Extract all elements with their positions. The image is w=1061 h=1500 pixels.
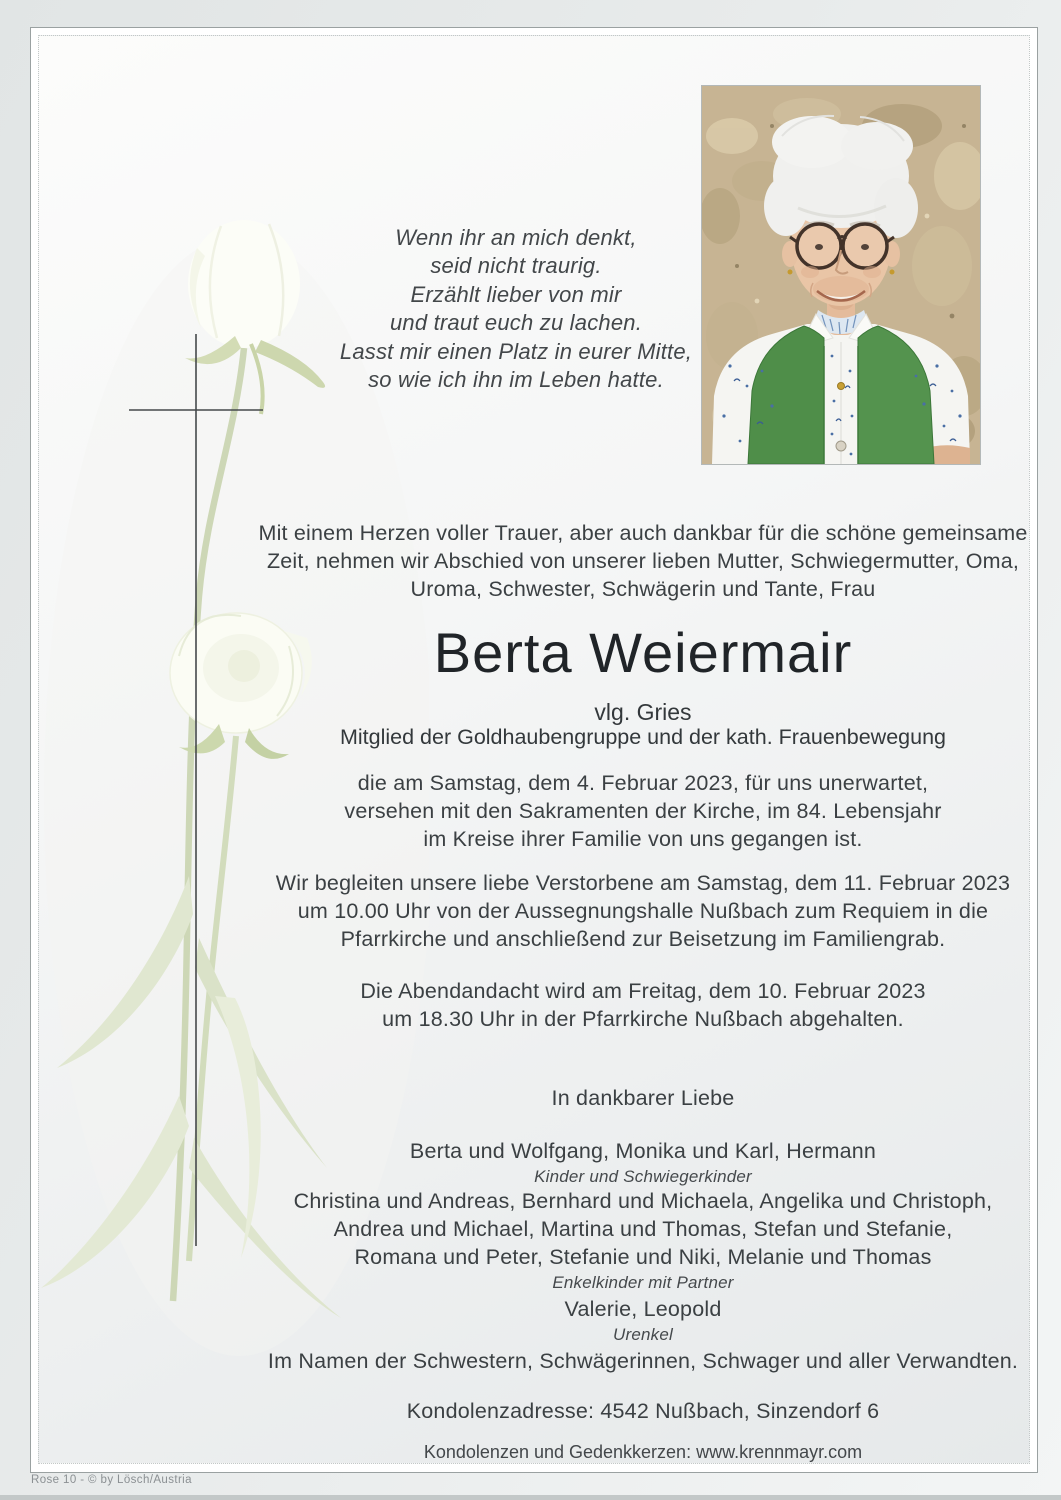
mourner-names: Romana und Peter, Stefanie und Niki, Melanie und Thomas [354,1245,932,1269]
vigil-notice [251,977,1035,1033]
intro-line: Mit einem Herzen voller Trauer, aber auch dankbar für die schöne gemeinsame [258,521,1028,545]
print-credit: Rose 10 - © by Lösch/Austria [31,1474,192,1486]
memorial-card [30,27,1038,1473]
poem-line: seid nicht traurig. [430,253,602,279]
closing-line: In dankbarer Liebe [551,1086,735,1110]
mourner-relation: Enkelkinder mit Partner [552,1273,734,1292]
intro-line: Zeit, nehmen wir Abschied von unserer lieben Mutter, Schwiegermutter, Oma, [266,549,1020,573]
death-notice [251,769,1035,853]
mourner-names: Christina und Andreas, Bernhard und Michaela, Angelika und Christoph, [293,1189,993,1213]
mourner-group [251,1187,1035,1293]
mourner-names: Andrea und Michael, Martina und Thomas, Stefan und Stefanie, [333,1217,953,1241]
vigil-notice-line: Die Abendandacht wird am Freitag, dem 10. Februar 2023 [360,979,926,1003]
vigil-notice-line: um 18.30 Uhr in der Pfarrkirche Nußbach abgehalten. [382,1007,904,1031]
funeral-notice-line: Pfarrkirche und anschließend zur Beisetzung im Familiengrab. [340,927,946,951]
mourner-group [251,1295,1035,1345]
text-layer [39,36,1029,1463]
intro-text [251,519,1035,603]
deceased-name: Berta Weiermair [433,621,853,684]
mourner-names: Berta und Wolfgang, Monika und Karl, Hermann [409,1139,877,1163]
vulgo-name: vlg. Gries [594,699,692,725]
memorial-card-inner-frame [38,35,1030,1464]
death-notice-line: versehen mit den Sakramenten der Kirche, im 84. Lebensjahr [344,799,942,823]
funeral-notice-line: um 10.00 Uhr von der Aussegnungshalle Nußbach zum Requiem in die [297,899,989,923]
intro-line: Uroma, Schwester, Schwägerin und Tante, Frau [410,577,876,601]
poem-line: Wenn ihr an mich denkt, [395,225,637,250]
funeral-notice-line: Wir begleiten unsere liebe Verstorbene am Samstag, dem 11. Februar 2023 [275,871,1011,895]
mourner-group [251,1137,1035,1187]
scan-edge [0,1495,1061,1500]
in-name-of: Im Namen der Schwestern, Schwägerinnen, Schwager und aller Verwandten. [267,1349,1019,1373]
poem [306,224,726,394]
death-notice-line: im Kreise ihrer Familie von uns gegangen ist. [423,827,863,851]
mourner-relation: Kinder und Schwiegerkinder [534,1167,752,1186]
poem-line: und traut euch zu lachen. [389,310,643,336]
death-notice-line: die am Samstag, dem 4. Februar 2023, für uns unerwartet, [357,771,929,795]
poem-line: Lasst mir einen Platz in eurer Mitte, [339,338,693,364]
memorial-website-line: Kondolenzen und Gedenkkerzen: www.krennmayr.com [423,1442,863,1462]
mourner-names: Valerie, Leopold [564,1297,722,1321]
poem-line: Erzählt lieber von mir [410,281,622,307]
membership-line: Mitglied der Goldhaubengruppe und der kath. Frauenbewegung [339,725,946,749]
condolence-address: Kondolenzadresse: 4542 Nußbach, Sinzendorf 6 [406,1399,880,1423]
funeral-notice [251,869,1035,953]
mourner-relation: Urenkel [613,1325,673,1344]
poem-line: so wie ich ihn im Leben hatte. [368,367,664,393]
